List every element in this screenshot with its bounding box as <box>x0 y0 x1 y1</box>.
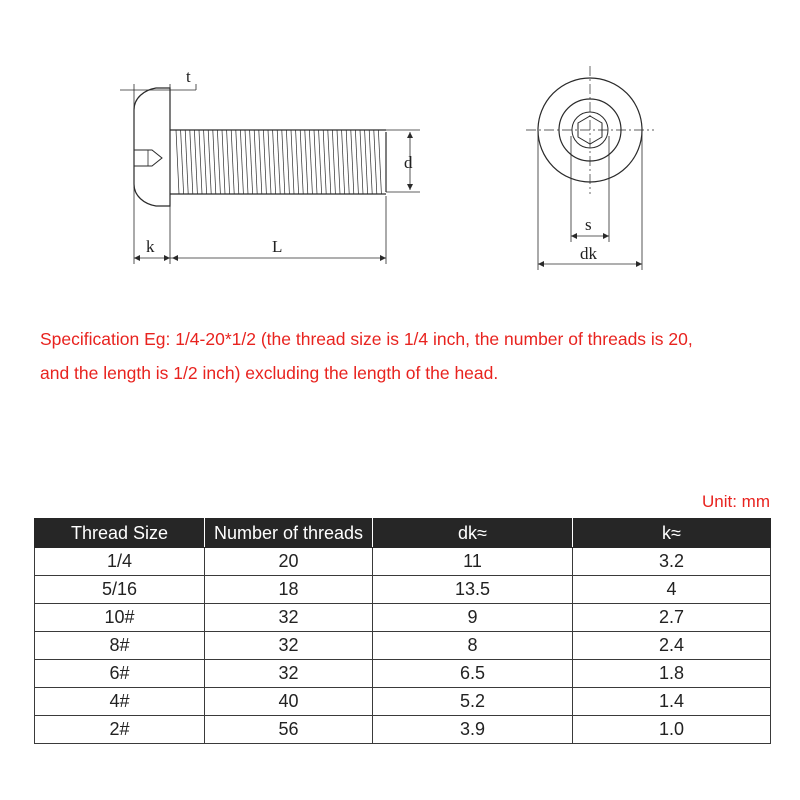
cell-dk: 13.5 <box>373 576 573 604</box>
cell-threads: 40 <box>205 688 373 716</box>
cell-k: 4 <box>573 576 771 604</box>
cell-threads: 32 <box>205 660 373 688</box>
cell-dk: 6.5 <box>373 660 573 688</box>
thread-line <box>305 130 308 194</box>
cell-thread-size: 6# <box>35 660 205 688</box>
table-row <box>35 548 771 576</box>
cell-k: 1.0 <box>573 716 771 744</box>
thread-line <box>259 130 262 194</box>
table-row <box>35 604 771 632</box>
thread-line <box>323 130 326 194</box>
thread-line <box>181 130 184 194</box>
cell-thread-size: 5/16 <box>35 576 205 604</box>
thread-line <box>236 130 239 194</box>
thread-line <box>300 130 303 194</box>
thread-line <box>342 130 345 194</box>
table-row <box>35 660 771 688</box>
thread-line <box>346 130 349 194</box>
thread-line <box>277 130 280 194</box>
header-dk: dk≈ <box>373 519 573 548</box>
cell-k: 1.4 <box>573 688 771 716</box>
label-dk: dk <box>580 244 597 263</box>
thread-line <box>309 130 312 194</box>
thread-line <box>291 130 294 194</box>
thread-line <box>176 130 179 194</box>
cell-thread-size: 4# <box>35 688 205 716</box>
table-row <box>35 576 771 604</box>
thread-line <box>282 130 285 194</box>
thread-line <box>296 130 299 194</box>
label-d: d <box>404 153 413 172</box>
thread-line <box>254 130 257 194</box>
thread-line <box>204 130 207 194</box>
specification-note <box>40 322 780 390</box>
thread-line <box>374 130 377 194</box>
label-L: L <box>272 237 283 256</box>
thread-line <box>351 130 354 194</box>
thread-line <box>365 130 368 194</box>
cell-thread-size: 1/4 <box>35 548 205 576</box>
end-view <box>526 66 654 270</box>
specification-line-2: and the length is 1/2 inch) excluding the length of the head. <box>40 363 499 383</box>
side-view <box>120 84 420 264</box>
size-table <box>34 518 771 744</box>
thread-line <box>222 130 225 194</box>
thread-line <box>190 130 193 194</box>
thread-line <box>314 130 317 194</box>
header-thread-size: Thread Size <box>35 519 205 548</box>
cell-threads: 32 <box>205 604 373 632</box>
thread-line <box>231 130 234 194</box>
cell-thread-size: 2# <box>35 716 205 744</box>
thread-line <box>286 130 289 194</box>
cell-k: 3.2 <box>573 548 771 576</box>
thread-line <box>250 130 253 194</box>
thread-line <box>355 130 358 194</box>
cell-k: 2.4 <box>573 632 771 660</box>
cell-thread-size: 8# <box>35 632 205 660</box>
thread-line <box>332 130 335 194</box>
thread-line <box>213 130 216 194</box>
thread-line <box>369 130 372 194</box>
unit-label: Unit: mm <box>702 492 770 511</box>
cell-threads: 18 <box>205 576 373 604</box>
specification-line-1: Specification Eg: 1/4-20*1/2 (the thread size is 1/4 inch, the number of threads is 20, <box>40 329 693 349</box>
cell-threads: 32 <box>205 632 373 660</box>
label-s: s <box>585 215 592 234</box>
thread-line <box>360 130 363 194</box>
cell-threads: 56 <box>205 716 373 744</box>
cell-dk: 9 <box>373 604 573 632</box>
screw-diagram <box>0 0 800 300</box>
thread-line <box>194 130 197 194</box>
table-row <box>35 688 771 716</box>
thread-line <box>240 130 243 194</box>
thread-line <box>208 130 211 194</box>
thread-line <box>378 130 381 194</box>
thread-line <box>199 130 202 194</box>
cell-dk: 3.9 <box>373 716 573 744</box>
header-number-of-threads: Number of threads <box>205 519 373 548</box>
cell-dk: 8 <box>373 632 573 660</box>
thread-line <box>263 130 266 194</box>
cell-dk: 5.2 <box>373 688 573 716</box>
thread-line <box>273 130 276 194</box>
thread-line <box>185 130 188 194</box>
label-k: k <box>146 237 155 256</box>
thread-line <box>217 130 220 194</box>
thread-line <box>227 130 230 194</box>
label-t: t <box>186 67 191 86</box>
thread-line <box>328 130 331 194</box>
thread-line <box>245 130 248 194</box>
cell-k: 2.7 <box>573 604 771 632</box>
cell-k: 1.8 <box>573 660 771 688</box>
thread-line <box>337 130 340 194</box>
table-header-row <box>35 519 771 548</box>
header-k: k≈ <box>573 519 771 548</box>
cell-dk: 11 <box>373 548 573 576</box>
table-row <box>35 716 771 744</box>
thread-line <box>268 130 271 194</box>
cell-threads: 20 <box>205 548 373 576</box>
thread-line <box>319 130 322 194</box>
cell-thread-size: 10# <box>35 604 205 632</box>
table-row <box>35 632 771 660</box>
